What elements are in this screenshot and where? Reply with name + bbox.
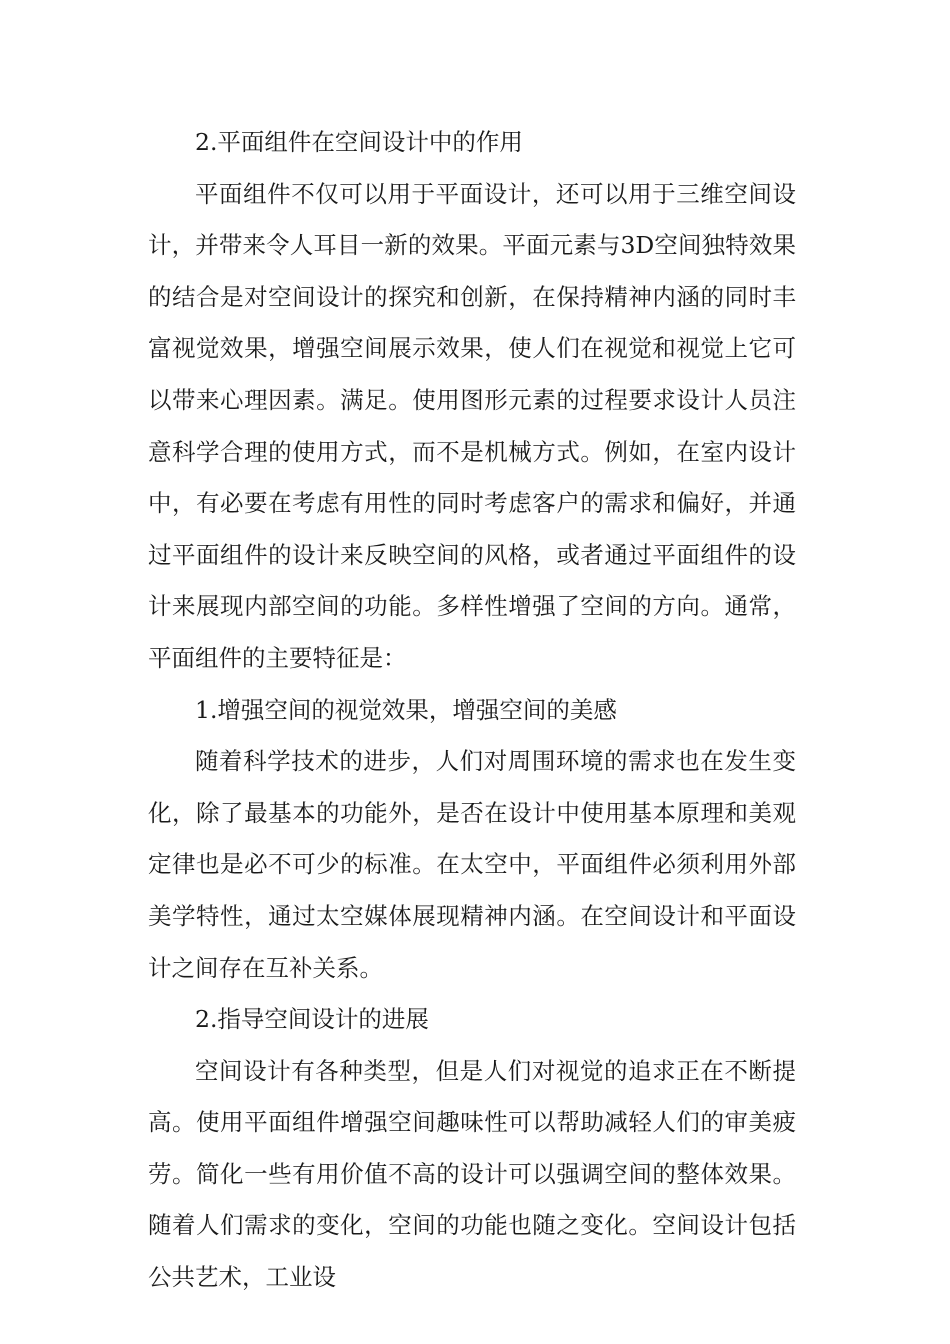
paragraph: 空间设计有各种类型，但是人们对视觉的追求正在不断提高。使用平面组件增强空间趣味性可以帮助减轻人们的审美疲劳。简化一些有用价值不高的设计可以强调空间的整体效果。随着人们需求的变化，空间的功能也随之变化。空间设计包括公共艺术，工业设 [148,1056,796,1292]
paragraph: 平面组件不仅可以用于平面设计，还可以用于三维空间设计，并带来令人耳目一新的效果。平面元素与3D空间独特效果的结合是对空间设计的探究和创新，在保持精神内涵的同时丰富视觉效果，增强空间展示效果，使人们在视觉和视觉上它可以带来心理因素。满足。使用图形元素的过程要求设计人员注意科学合理的使用方式，而不是机械方式。例如，在室内设计中，有必要在考虑有用性的同时考虑客户的需求和偏好，并通过平面组件的设计来反映空间的风格，或者通过平面组件的设计来展现内部空间的功能。多样性增强了空间的方向。通常，平面组件的主要特征是： [148,179,796,672]
section-heading: 2.平面组件在空间设计中的作用 [195,128,523,156]
body-text [148,117,796,1304]
subsection-heading: 1.增强空间的视觉效果，增强空间的美感 [195,695,617,724]
subsection-heading: 2.指导空间设计的进展 [195,1005,429,1034]
paragraph: 随着科学技术的进步，人们对周围环境的需求也在发生变化，除了最基本的功能外，是否在设计中使用基本原理和美观定律也是必不可少的标准。在太空中，平面组件必须利用外部美学特性，通过太空媒体展现精神内涵。在空间设计和平面设计之间存在互补关系。 [148,747,796,982]
